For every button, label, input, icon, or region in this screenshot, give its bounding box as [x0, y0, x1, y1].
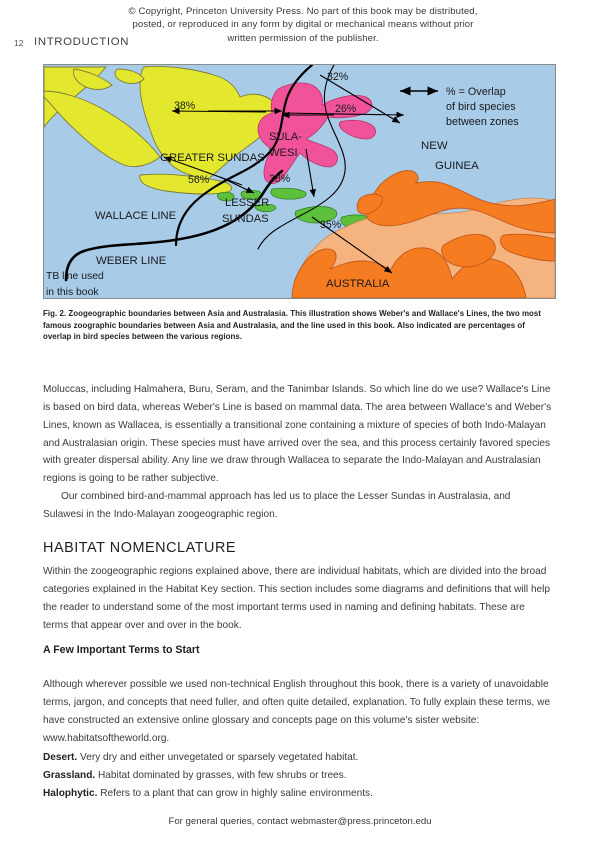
map-label-lesser: LESSER [225, 197, 270, 209]
definition-list [43, 749, 552, 803]
map-pct-32: 32% [327, 71, 349, 83]
running-head [0, 36, 560, 52]
map-label-new-guinea-line1: NEW [421, 140, 448, 152]
map-label-sulawesi-line2: WESI [269, 147, 298, 159]
paragraph-combined: Our combined bird-and-mammal approach has led us to place the Lesser Sundas in Australasia, and Sulawesi in the Indo-Malayan zoogeographic region. [43, 491, 511, 520]
definition-text: Refers to a plant that can grow in highly saline environments. [97, 787, 373, 799]
definition-text: Habitat dominated by grasses, with few shrubs or trees. [95, 769, 347, 781]
map-pct-56: 56% [188, 174, 210, 186]
map-pct-26: 26% [335, 103, 357, 115]
copyright-notice: © Copyright, Princeton University Press. No part of this book may be distributed, posted, or reproduced in any form by digital or mechanical means without prior written permission of the publisher. [128, 6, 478, 44]
map-label-sundas: SUNDAS [222, 213, 269, 225]
legend-line-2: of bird species [446, 101, 516, 113]
section-heading-habitat-nomenclature: HABITAT NOMENCLATURE [43, 540, 237, 556]
map-label-tb-line-1: TB line used [46, 271, 104, 282]
map-label-new-guinea-line2: GUINEA [435, 160, 479, 172]
zoogeographic-map [43, 64, 556, 299]
figure-caption: Fig. 2. Zoogeographic boundaries between Asia and Australasia. This illustration shows Weber's and Wallace's Lines, the two most famous zoographic boundaries between Asia and Australasia, and the line used in this book. Also indicated are percentages of overlap in bird species between the various regions. [43, 309, 542, 342]
map-label-tb-line-2: in this book [46, 287, 99, 298]
definition-item [43, 785, 552, 803]
definition-term: Grassland. [43, 769, 96, 781]
map-pct-35: 35% [320, 219, 342, 231]
map-label-wallace-line: WALLACE LINE [95, 210, 177, 222]
page-number: 12 [14, 38, 24, 48]
paragraph-habitat: Within the zoogeographic regions explained above, there are individual habitats, which are divided into the broad categories explained in the Habitat Key section. This section includes some diagrams and definitions that will help the reader to understand some of the most important terms used in naming and defining habitats. These are terms that appear over and over in the book. [43, 566, 551, 631]
map-pct-38b: 38% [269, 173, 291, 185]
sub-heading-terms: A Few Important Terms to Start [43, 644, 200, 656]
legend-line-1: % = Overlap [446, 86, 506, 98]
map-pct-38a: 38% [174, 100, 196, 112]
definition-term: Desert. [43, 752, 78, 763]
definition-item [43, 767, 552, 785]
paragraph-moluccas: Moluccas, including Halmahera, Buru, Seram, and the Tanimbar Islands. So which line do we use? Wallace's Line is based on bird data, whereas Weber's Line is based on mammal data. The area between Wallace's and Weber's Lines, known as Wallacea, is essentially a transitional zone containing a mixture of species of both Indo-Malayan and Australasian origin. These species must have arrived over the sea, and this process certainly favored species with greater dispersal ability. Any line we draw through Wallacea to separate the Indo-Malayan and Australasian regions is going to be rather subjective. [43, 384, 552, 485]
chapter-title: INTRODUCTION [34, 36, 130, 48]
page-footer-contact: For general queries, contact webmaster@press.princeton.edu [168, 816, 432, 827]
definition-item [43, 749, 552, 767]
map-label-australia: AUSTRALIA [326, 278, 390, 290]
map-label-weber-line: WEBER LINE [96, 255, 167, 267]
figure-2 [43, 64, 556, 299]
map-label-greater-sundas: GREATER SUNDAS [160, 152, 265, 164]
paragraph-although: Although wherever possible we used non-technical English throughout this book, there is a variety of unavoidable terms, jargon, and concepts that need fuller, and often quite detailed, explanation. To fully explain these terms, we have constructed an extensive online glossary and concepts page on this volume's sister website: www.habitatsoftheworld.org. [43, 679, 551, 744]
map-label-sulawesi-line1: SULA- [269, 131, 302, 143]
definition-term: Halophytic. [43, 787, 98, 799]
legend-line-3: between zones [446, 116, 519, 128]
definition-text: Very dry and either unvegetated or sparsely vegetated habitat. [77, 752, 359, 763]
